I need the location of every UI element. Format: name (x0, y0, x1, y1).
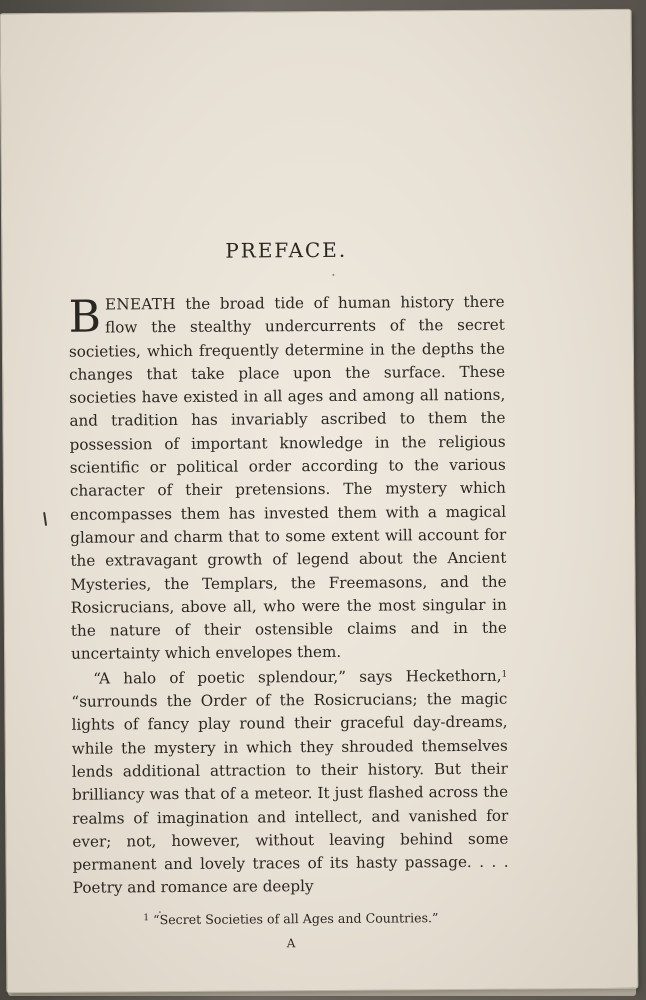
paragraph-2-text-b: “surrounds the Order of the Rosicrucians; the magic lights of fancy play round their graceful day-dreams, while the mystery in which they shrouded themselves lends additional attraction to their history. But their brilliancy was that of a meteor. It just flashed across the realms of imagination and intellect, and vanished for ever; not, however, without leaving behind some permanent and lovely traces of its hasty passage. . . . Poetry and romance are deeply (71, 689, 509, 898)
paragraph-2 (71, 663, 509, 900)
paragraph-1 (69, 291, 508, 667)
preface-text (68, 237, 509, 952)
pencil-margin-mark (43, 512, 47, 526)
footnote-marker: 1 (501, 669, 508, 680)
lead-word: ENEATH (104, 294, 176, 314)
page-title: PREFACE. (225, 237, 348, 263)
book-page (1, 10, 638, 992)
drop-cap: B (68, 291, 102, 343)
footnote (73, 909, 509, 927)
signature-mark: A (286, 935, 296, 950)
paragraph-1-text: the broad tide of human history there flow the stealthy undercurrents of the secret societies, which frequently determine in the depths the changes that take place upon the surface. These societies have existed in all ages and among all nations, and tradition has invariably ascribed to them the possession of important knowledge in the religious scientific or political order according to the various character of their pretensions. The mystery which encompasses them has invested them with a magical glamour and charm that to some extent will account for the extravagant growth of legend about the Ancient Mysteries, the Templars, the Freemasons, and the Rosicrucians, above all, who were the most singular in the nature of their ostensible claims and in the uncertainty which envelopes them. (68, 292, 507, 664)
footnote-text: “Secret Societies of all Ages and Countries.” (149, 909, 439, 927)
paragraph-2-text-a: “A halo of poetic splendour,” says Heckethorn, (93, 666, 502, 688)
footnote-number: 1 (143, 912, 150, 923)
